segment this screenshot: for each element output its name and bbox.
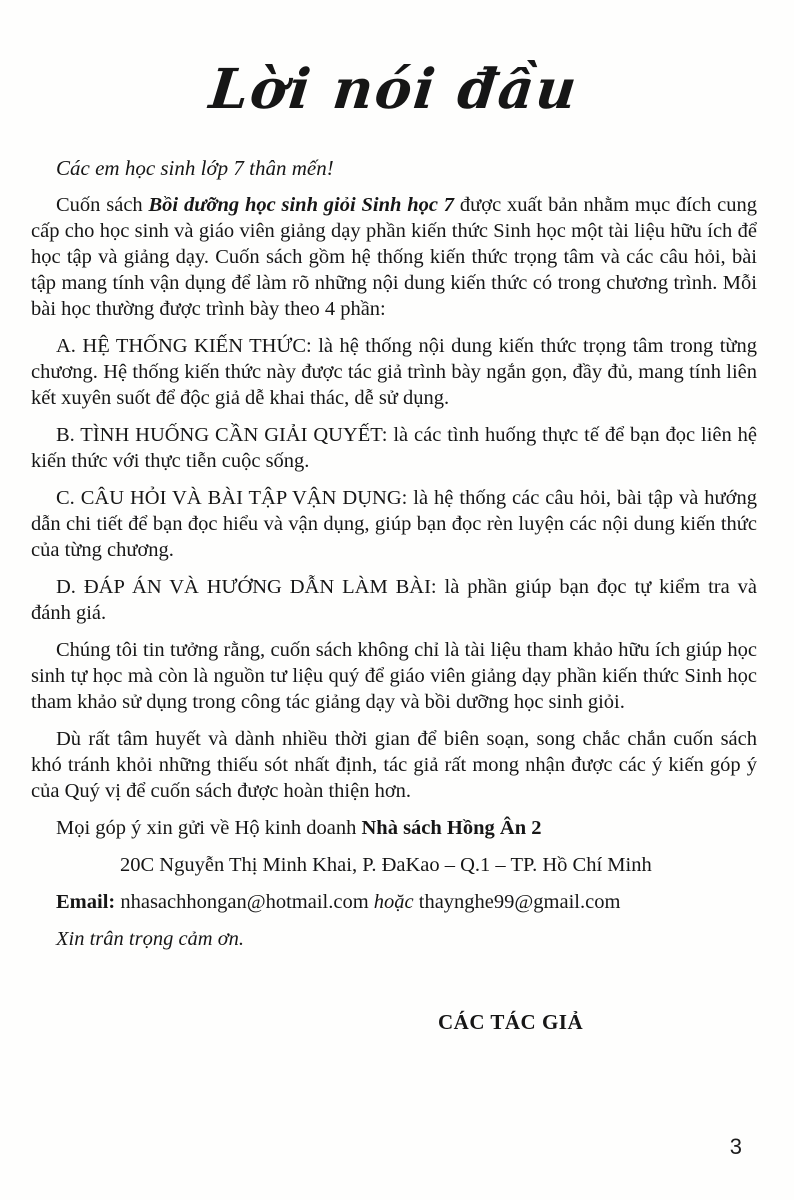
intro-lead: Cuốn sách — [56, 194, 149, 216]
page-title: Lời nói đầu — [206, 56, 582, 121]
section-b-text: là các tình huống thực tế để bạn đọc liên hệ kiến thức với thực tiễn cuộc sống. — [31, 424, 757, 472]
page-number: 3 — [729, 1134, 742, 1159]
intro-paragraph — [31, 192, 757, 322]
email-address-2: thaynghe99@gmail.com — [413, 891, 621, 913]
email-line — [31, 889, 757, 915]
section-a-paragraph — [31, 333, 757, 411]
email-conjunction: hoặc — [373, 891, 414, 913]
apology-paragraph: Dù rất tâm huyết và dành nhiều thời gian để biên soạn, song chắc chắn cuốn sách khó tránh khỏi những thiếu sót nhất định, tác giả rất mong nhận được các ý kiến góp ý của Quý vị để cuốn sách được hoàn thiện hơn. — [31, 728, 757, 802]
section-b-paragraph — [31, 422, 757, 474]
feedback-paragraph — [31, 815, 757, 841]
section-b-label: B. TÌNH HUỐNG CẦN GIẢI QUYẾT: — [56, 424, 388, 446]
section-c-text: là hệ thống các câu hỏi, bài tập và hướng dẫn chi tiết để bạn đọc hiểu và vận dụng, giúp bạn đọc rèn luyện các nội dung kiến thức của từng chương. — [31, 487, 757, 561]
intro-rest: được xuất bản nhằm mục đích cung cấp cho học sinh và giáo viên giảng dạy phần kiến thức Sinh học một tài liệu hữu ích để học tập và giảng dạy. Cuốn sách gồm hệ thống kiến thức trọng tâm và các câu hỏi, bài tập mang tính vận dụng để làm rõ những nội dung kiến thức có trong chương trình. Mỗi bài học thường được trình bày theo 4 phần: — [31, 194, 757, 320]
section-d-text: là phần giúp bạn đọc tự kiểm tra và đánh giá. — [31, 576, 757, 624]
store-address: 20C Nguyễn Thị Minh Khai, P. ĐaKao – Q.1 – TP. Hồ Chí Minh — [120, 854, 652, 876]
section-a-label: A. HỆ THỐNG KIẾN THỨC: — [56, 335, 312, 357]
thanks-line: Xin trân trọng cảm ơn. — [56, 928, 245, 950]
store-name: Nhà sách Hồng Ân 2 — [361, 817, 542, 839]
authors-signature: CÁC TÁC GIẢ — [438, 1010, 584, 1034]
section-a-text: là hệ thống nội dung kiến thức trọng tâm trong từng chương. Hệ thống kiến thức này được tác giả trình bày ngắn gọn, đầy đủ, mang tính liên kết xuyên suốt để độc giả dễ khai thác, dễ sử dụng. — [31, 335, 757, 409]
book-title: Bồi dưỡng học sinh giỏi Sinh học 7 — [148, 194, 455, 216]
confidence-paragraph: Chúng tôi tin tưởng rằng, cuốn sách không chỉ là tài liệu tham khảo hữu ích giúp học sinh tự học mà còn là nguồn tư liệu quý để giáo viên giảng dạy phần kiến thức Sinh học tham khảo sử dụng trong công tác giảng dạy và bồi dưỡng học sinh giỏi. — [31, 639, 757, 713]
feedback-lead: Mọi góp ý xin gửi về Hộ kinh doanh — [56, 817, 362, 839]
greeting-line: Các em học sinh lớp 7 thân mến! — [56, 156, 334, 180]
page-content — [0, 56, 794, 1035]
email-address-1: nhasachhongan@hotmail.com — [115, 891, 374, 913]
section-d-label: D. ĐÁP ÁN VÀ HƯỚNG DẪN LÀM BÀI: — [56, 576, 437, 598]
email-label: Email: — [56, 891, 116, 913]
section-c-paragraph — [31, 485, 757, 563]
section-d-paragraph — [31, 574, 757, 626]
section-c-label: C. CÂU HỎI VÀ BÀI TẬP VẬN DỤNG: — [56, 487, 408, 509]
